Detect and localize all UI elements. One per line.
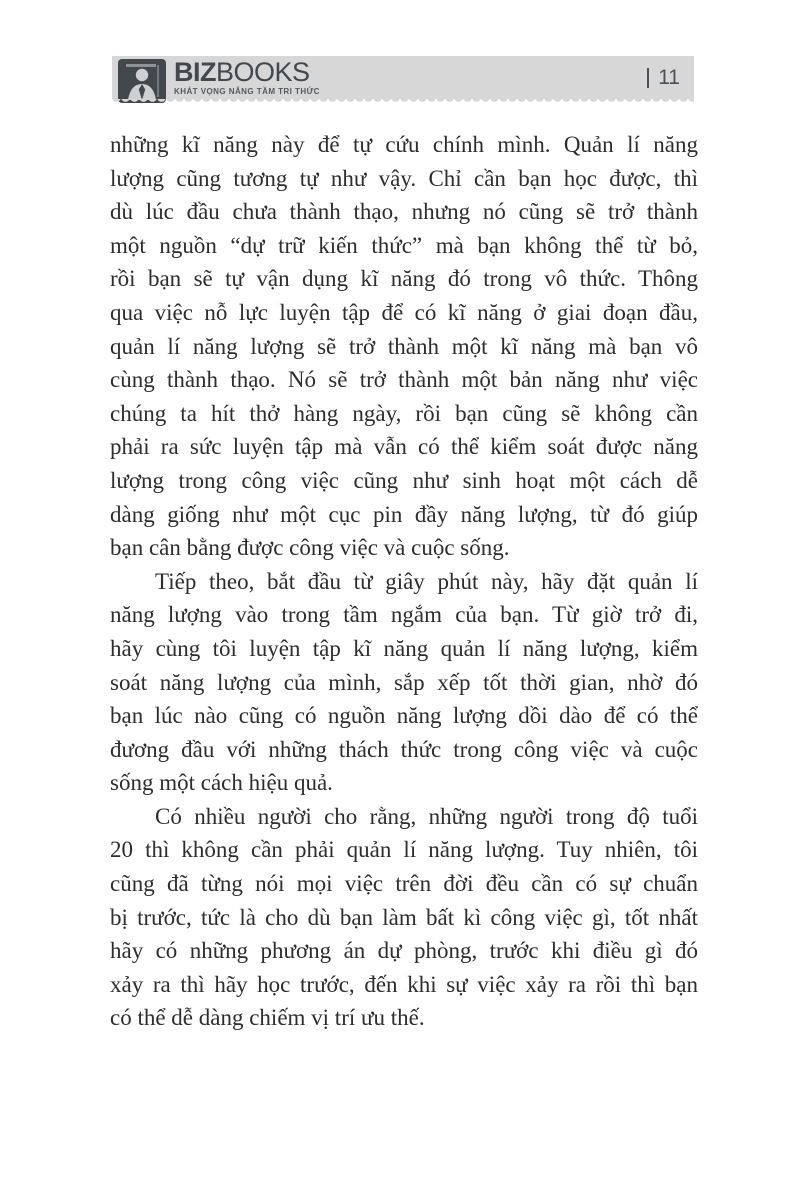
- text-line: một nguồn “dự trữ kiến thức” mà bạn không thể từ bỏ,: [110, 232, 698, 258]
- paragraph: [110, 128, 698, 565]
- logo-text: [174, 57, 320, 96]
- text-line: dù lúc đầu chưa thành thạo, nhưng nó cũng sẽ trở thành: [110, 199, 698, 225]
- text-line: phải ra sức luyện tập mà vẫn có thể kiểm soát được năng: [110, 434, 698, 460]
- text-line: soát năng lượng của mình, sắp xếp tốt thời gian, nhờ đó: [110, 669, 698, 695]
- text-line: lượng cũng tương tự như vậy. Chỉ cần bạn học được, thì: [110, 165, 698, 191]
- logo-brand-light: BOOKS: [216, 57, 310, 87]
- text-line: bạn lúc nào cũng có nguồn năng lượng dồi dào để có thể: [110, 703, 698, 729]
- paragraph: [110, 800, 698, 1035]
- text-line: xảy ra thì hãy học trước, đến khi sự việc xảy ra rồi thì bạn: [110, 971, 698, 997]
- text-line: bị trước, tức là cho dù bạn làm bất kì công việc gì, tốt nhất: [110, 904, 698, 930]
- text-line: bạn cân bằng được công việc và cuộc sống.: [110, 535, 510, 561]
- text-line: rồi bạn sẽ tự vận dụng kĩ năng đó trong vô thức. Thông: [110, 266, 698, 292]
- text-line: sống một cách hiệu quả.: [110, 770, 333, 796]
- page-number-value: 11: [658, 65, 680, 89]
- bizbooks-logo-icon: [118, 59, 166, 103]
- logo-wordmark: [174, 57, 320, 87]
- text-line: hãy cùng tôi luyện tập kĩ năng quản lí năng lượng, kiểm: [110, 635, 698, 661]
- text-line: Tiếp theo, bắt đầu từ giây phút này, hãy đặt quản lí: [155, 568, 698, 594]
- text-line: hãy có những phương án dự phòng, trước khi điều gì đó: [110, 938, 698, 964]
- logo-tagline: KHÁT VỌNG NÂNG TẦM TRI THỨC: [174, 87, 320, 96]
- page-text: [110, 128, 698, 1035]
- text-line: quản lí năng lượng sẽ trở thành một kĩ năng mà bạn vô: [110, 333, 698, 359]
- text-line: Có nhiều người cho rằng, những người trong độ tuổi: [155, 803, 698, 829]
- text-line: chúng ta hít thở hàng ngày, rồi bạn cũng sẽ không cần: [110, 400, 698, 426]
- text-line: cũng đã từng nói mọi việc trên đời đều cần có sự chuẩn: [110, 871, 698, 897]
- text-line: có thể dễ dàng chiếm vị trí ưu thế.: [110, 1005, 425, 1031]
- text-line: 20 thì không cần phải quản lí năng lượng. Tuy nhiên, tôi: [110, 837, 698, 863]
- text-line: năng lượng vào trong tầm ngắm của bạn. Từ giờ trở đi,: [110, 602, 698, 628]
- page-number: [647, 56, 680, 99]
- text-line: qua việc nỗ lực luyện tập để có kĩ năng ở giai đoạn đầu,: [110, 299, 698, 325]
- text-line: đương đầu với những thách thức trong công việc và cuộc: [110, 736, 698, 762]
- text-line: lượng trong công việc cũng như sinh hoạt một cách dễ: [110, 467, 698, 493]
- page-number-divider: [647, 68, 649, 88]
- bizbooks-logo: [118, 56, 320, 103]
- text-line: những kĩ năng này để tự cứu chính mình. Quản lí năng: [110, 132, 698, 157]
- text-line: dàng giống như một cục pin đầy năng lượng, từ đó giúp: [110, 501, 698, 527]
- paragraph: [110, 565, 698, 800]
- page-header: [112, 56, 694, 99]
- text-line: cùng thành thạo. Nó sẽ trở thành một bản năng như việc: [110, 367, 698, 393]
- logo-brand-bold: BIZ: [174, 57, 216, 87]
